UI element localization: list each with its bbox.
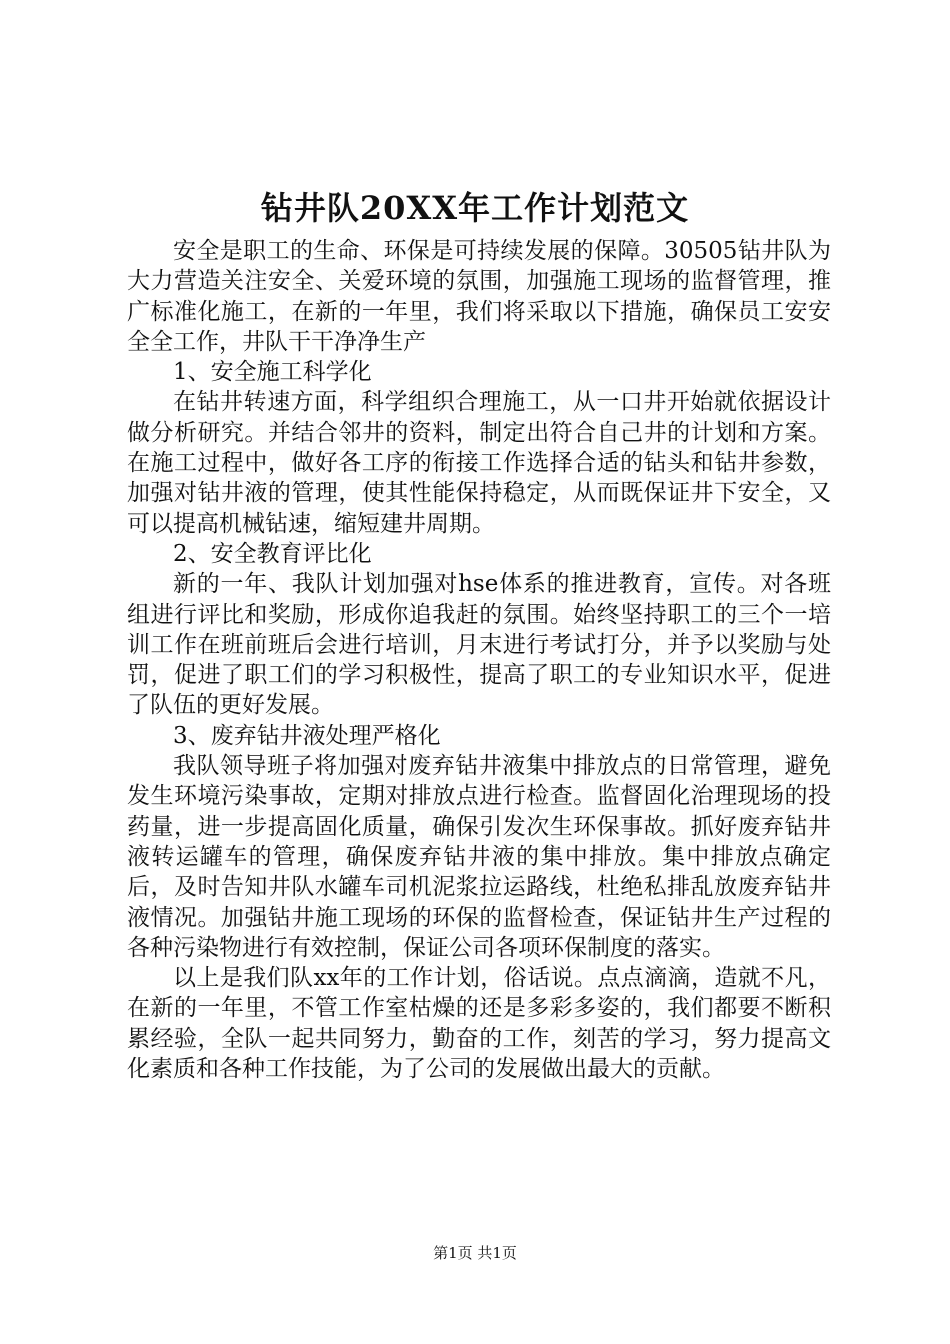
document-title: 钻井队20XX年工作计划范文: [260, 189, 690, 227]
section-3-paragraph: 我队领导班子将加强对废弃钻井液集中排放点的日常管理，避免发生环境污染事故，定期对排放点进行检查。监督固化治理现场的投药量，进一步提高固化质量，确保引发次生环保事故。抓好废弃钻井液转运罐车的管理，确保废弃钻井液的集中排放。集中排放点确定后，及时告知井队水罐车司机泥浆拉运路线，杜绝私排乱放废弃钻井液情况。加强钻井施工现场的环保的监督检查，保证钻井生产过程的各种污染物进行有效控制，保证公司各项环保制度的落实。: [127, 753, 831, 961]
section-heading-2: 2、安全教育评比化: [173, 540, 372, 567]
section-2-paragraph: 新的一年、我队计划加强对hse体系的推进教育，宣传。对各班组进行评比和奖励，形成你追我赶的氛围。始终坚持职工的三个一培训工作在班前班后会进行培训，月末进行考试打分，并予以奖励与处罚，促进了职工们的学习积极性，提高了职工的专业知识水平，促进了队伍的更好发展。: [127, 571, 831, 719]
section-heading-3: 3、废弃钻井液处理严格化: [173, 722, 441, 749]
section-1-paragraph: 在钻井转速方面，科学组织合理施工，从一口井开始就依据设计做分析研究。并结合邻井的资料，制定出符合自己井的计划和方案。在施工过程中，做好各工序的衔接工作选择合适的钻头和钻井参数，加强对钻井液的管理，使其性能保持稳定，从而既保证井下安全，又可以提高机械钻速，缩短建井周期。: [127, 389, 831, 537]
closing-paragraph: 以上是我们队xx年的工作计划，俗话说。点点滴滴，造就不凡，在新的一年里，不管工作室枯燥的还是多彩多姿的，我们都要不断积累经验，全队一起共同努力，勤奋的工作，刻苦的学习，努力提高文化素质和各种工作技能，为了公司的发展做出最大的贡献。: [127, 965, 831, 1083]
intro-paragraph: 安全是职工的生命、环保是可持续发展的保障。30505钻井队为大力营造关注安全、关爱环境的氛围，加强施工现场的监督管理，推广标准化施工，在新的一年里，我们将采取以下措施，确保员工安安全全工作，井队干干净净生产: [127, 238, 831, 355]
document-body: [127, 236, 831, 1084]
section-heading-1: 1、安全施工科学化: [173, 359, 372, 386]
page-footer: 第1页 共1页: [433, 1244, 517, 1262]
